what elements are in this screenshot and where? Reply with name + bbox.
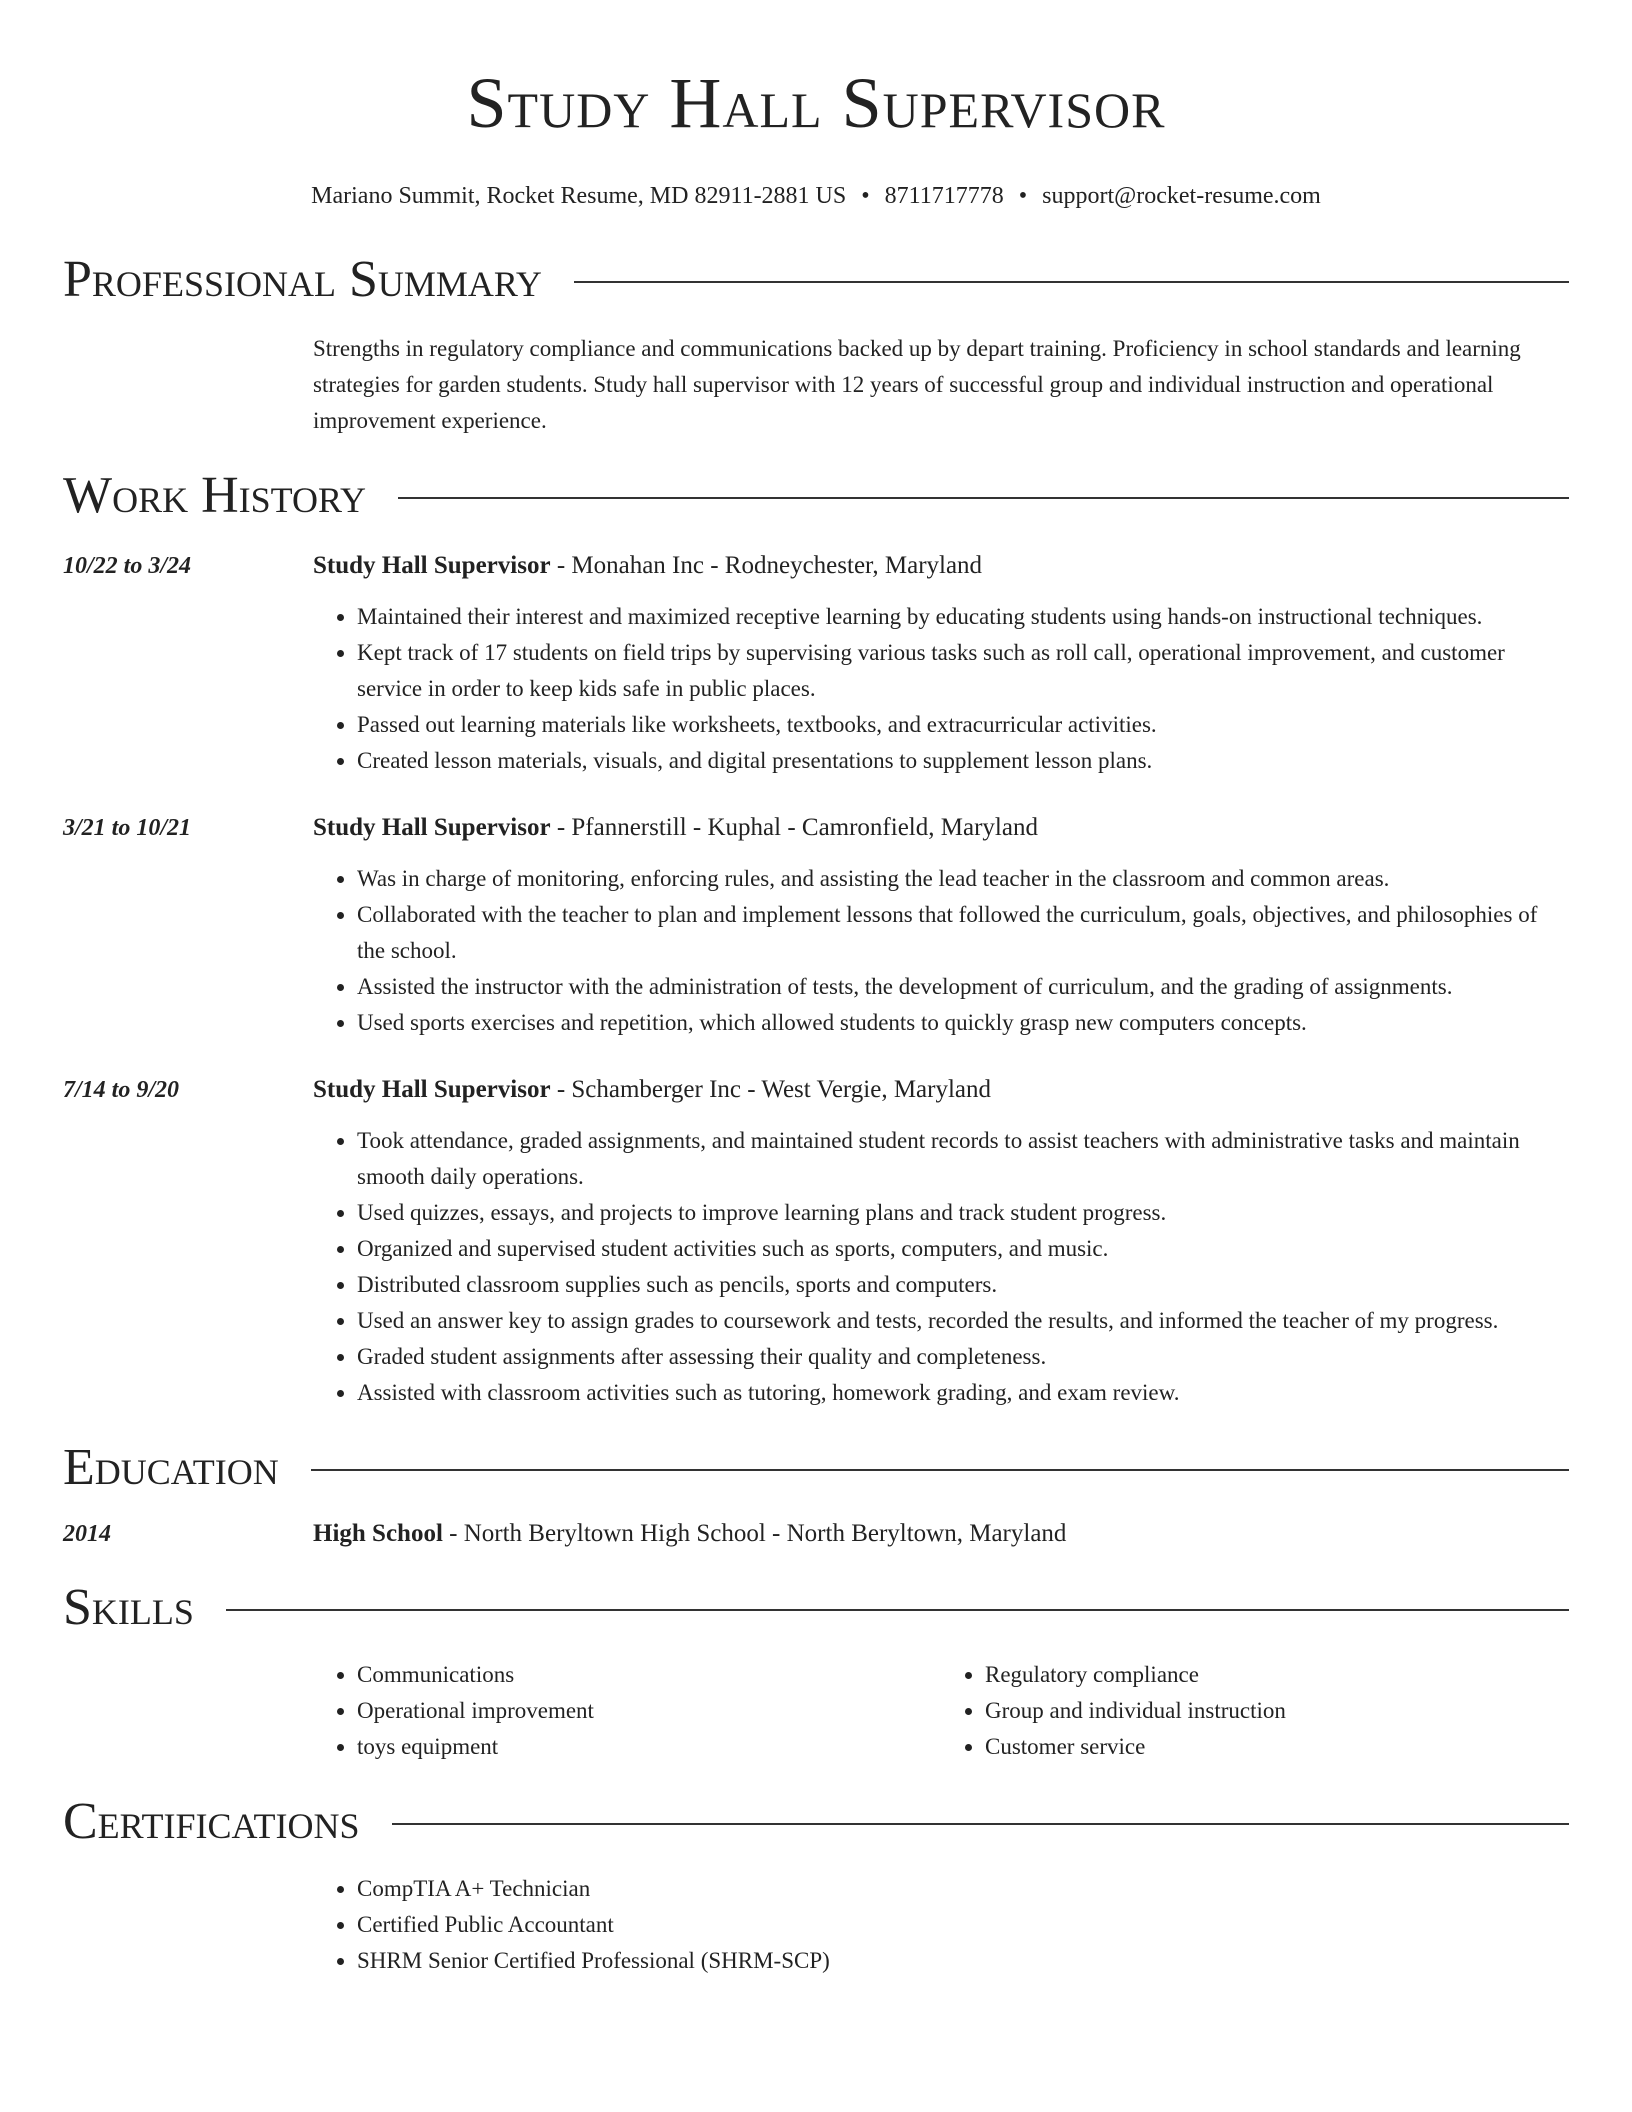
list-item: • Graded student assignments after assessing their quality and completeness. xyxy=(357,1339,1569,1375)
summary-text: Strengths in regulatory compliance and communications backed up by depart training. Proficiency in school standards and learning strategies for garden students. Study hall supervisor with 12 years of successful group and individual instruction and operational improvement experience. xyxy=(313,336,1521,433)
education-year: 2014 xyxy=(63,1521,111,1547)
list-item: • Organized and supervised student activities such as sports, computers, and music. xyxy=(357,1231,1569,1267)
job-dates: 7/14 to 9/20 xyxy=(63,1077,180,1103)
list-item: • CompTIA A+ Technician xyxy=(357,1871,1569,1907)
job-employer: - Schamberger Inc - West Vergie, Maryland xyxy=(550,1076,992,1103)
skills-column-left xyxy=(313,1657,941,1765)
list-item: • toys equipment xyxy=(357,1729,941,1765)
work-section-header xyxy=(63,465,1569,527)
list-item: • Used sports exercises and repetition, which allowed students to quickly grasp new computers concepts. xyxy=(357,1005,1569,1041)
job-title-line xyxy=(313,1073,1569,1107)
job-entry xyxy=(63,811,1569,1041)
list-item: • Certified Public Accountant xyxy=(357,1907,1569,1943)
contact-separator: • xyxy=(1018,183,1028,209)
list-item: • Assisted with classroom activities such as tutoring, homework grading, and exam review. xyxy=(357,1375,1569,1411)
list-item: • SHRM Senior Certified Professional (SHRM-SCP) xyxy=(357,1943,1569,1979)
section-divider xyxy=(311,1469,1569,1471)
list-item: • Was in charge of monitoring, enforcing rules, and assisting the lead teacher in the classroom and common areas. xyxy=(357,861,1569,897)
job-bullets xyxy=(313,599,1569,779)
section-divider xyxy=(226,1609,1569,1611)
skills-section-header xyxy=(63,1577,1569,1639)
list-item: • Passed out learning materials like worksheets, textbooks, and extracurricular activities. xyxy=(357,707,1569,743)
section-divider xyxy=(398,497,1569,499)
education-degree: High School xyxy=(313,1520,443,1547)
education-entry xyxy=(63,1517,1569,1551)
list-item: • Regulatory compliance xyxy=(985,1657,1569,1693)
job-employer: - Monahan Inc - Rodneychester, Maryland xyxy=(550,552,983,579)
certifications-heading: Certifications xyxy=(63,1793,360,1850)
list-item: • Maintained their interest and maximized receptive learning by educating students using hands-on instructional techniques. xyxy=(357,599,1569,635)
summary-heading: Professional Summary xyxy=(63,251,542,308)
education-section-header xyxy=(63,1437,1569,1499)
contact-separator: • xyxy=(861,183,870,209)
list-item: • Distributed classroom supplies such as pencils, sports and computers. xyxy=(357,1267,1569,1303)
skills-column-right xyxy=(941,1657,1569,1765)
skills-list xyxy=(313,1657,1569,1765)
contact-email: support@rocket-resume.com xyxy=(1042,183,1321,209)
list-item: • Took attendance, graded assignments, and maintained student records to assist teachers with administrative tasks and maintain smooth daily operations. xyxy=(357,1123,1569,1195)
job-dates: 3/21 to 10/21 xyxy=(63,815,192,841)
summary-section-header xyxy=(63,249,1569,311)
list-item: • Used quizzes, essays, and projects to improve learning plans and track student progress. xyxy=(357,1195,1569,1231)
list-item: • Kept track of 17 students on field trips by supervising various tasks such as roll call, operational improvement, and customer service in order to keep kids safe in public places. xyxy=(357,635,1569,707)
resume-title: Study Hall Supervisor xyxy=(466,63,1166,143)
job-title: Study Hall Supervisor xyxy=(313,1076,551,1103)
job-title-line xyxy=(313,549,1569,583)
job-entry xyxy=(63,549,1569,779)
list-item: • Communications xyxy=(357,1657,941,1693)
job-employer: - Pfannerstill - Kuphal - Camronfield, Maryland xyxy=(550,814,1038,841)
skills-heading: Skills xyxy=(63,1579,194,1636)
education-heading: Education xyxy=(63,1439,279,1496)
section-divider xyxy=(574,281,1569,283)
section-divider xyxy=(392,1823,1569,1825)
contact-phone: 8711717778 xyxy=(884,183,1004,209)
education-line xyxy=(313,1517,1569,1551)
list-item: • Collaborated with the teacher to plan and implement lessons that followed the curriculum, goals, objectives, and philosophies of the school. xyxy=(357,897,1569,969)
list-item: • Customer service xyxy=(985,1729,1569,1765)
certifications-section-header xyxy=(63,1791,1569,1853)
work-heading: Work History xyxy=(63,467,367,524)
job-bullets xyxy=(313,1123,1569,1411)
contact-address: Mariano Summit, Rocket Resume, MD 82911-2881 US xyxy=(311,183,847,209)
list-item: • Operational improvement xyxy=(357,1693,941,1729)
job-title-line xyxy=(313,811,1569,845)
list-item: • Used an answer key to assign grades to coursework and tests, recorded the results, and informed the teacher of my progress. xyxy=(357,1303,1569,1339)
job-dates: 10/22 to 3/24 xyxy=(63,553,192,579)
education-school: - North Beryltown High School - North Beryltown, Maryland xyxy=(442,1520,1067,1547)
job-entry xyxy=(63,1073,1569,1411)
contact-line xyxy=(63,181,1569,211)
job-title: Study Hall Supervisor xyxy=(313,814,551,841)
list-item: • Group and individual instruction xyxy=(985,1693,1569,1729)
job-bullets xyxy=(313,861,1569,1041)
job-title: Study Hall Supervisor xyxy=(313,552,551,579)
certifications-list xyxy=(313,1871,1569,1979)
list-item: • Assisted the instructor with the administration of tests, the development of curriculum, and the grading of assignments. xyxy=(357,969,1569,1005)
list-item: • Created lesson materials, visuals, and digital presentations to supplement lesson plans. xyxy=(357,743,1569,779)
certifications-bullets xyxy=(313,1871,1569,1979)
